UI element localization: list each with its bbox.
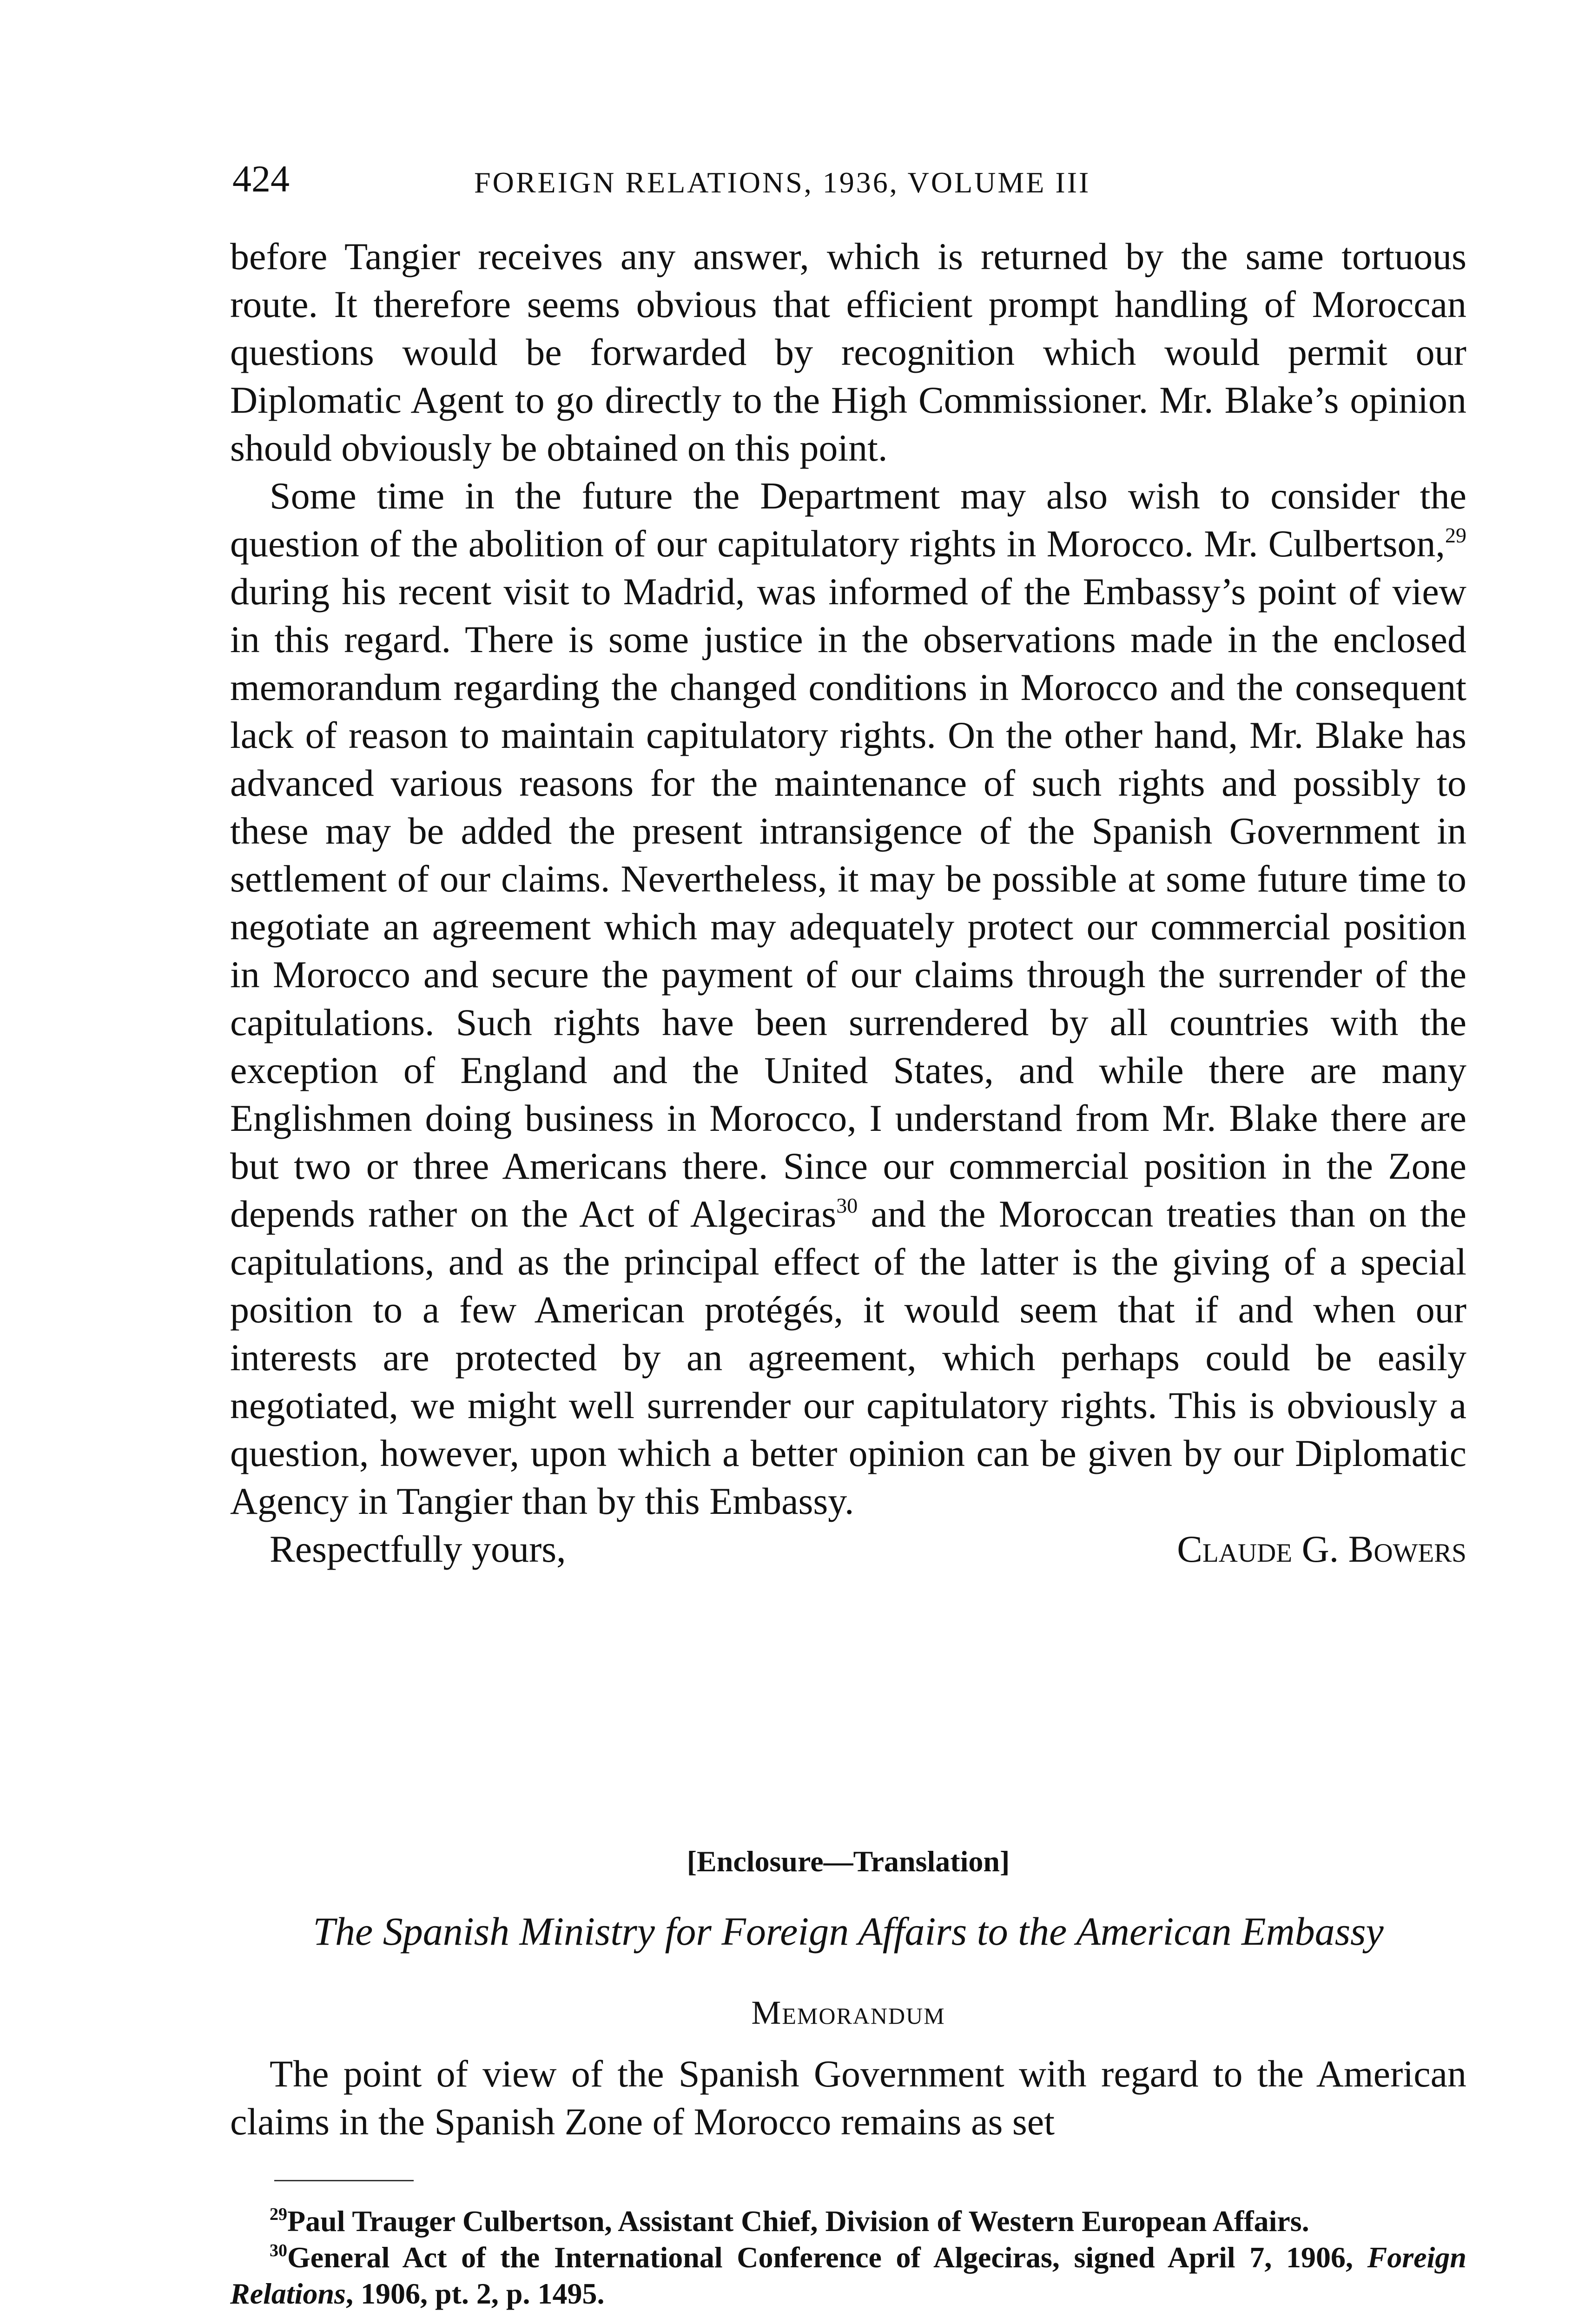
footnotes [230,2203,1466,2312]
signature-block [230,1525,1466,1573]
footnote-text: General Act of the International Conference of Algeciras, signed April 7, 1906, [287,2241,1367,2274]
letter-body [230,232,1466,1573]
footnote-ref-29[interactable]: 29 [1445,523,1466,547]
memorandum-heading: Memorandum [751,1994,945,2031]
footnote-number: 30 [270,2241,287,2260]
footnote-30 [230,2239,1466,2312]
footnote-ref-30[interactable]: 30 [836,1194,858,1217]
paragraph-text: during his recent visit to Madrid, was informed of the Embassy’s point of view in this regard. There is some justice in the observations made in the enclosed memorandum regarding the changed conditions in Morocco and the consequent lack of reason to maintain capitulatory rights. On the other hand, Mr. Blake has advanced various reasons for the maintenance of such rights and possibly to these may be added the present intransigence of the Spanish Government in settlement of our claims. Nevertheless, it may be possible at some future time to negotiate an agreement which may adequately protect our commercial position in Morocco and secure the payment of our claims through the surrender of the capitulations. Such rights have been surrendered by all countries with the exception of England and the United States, and while there are many Englishmen doing business in Morocco, I understand from Mr. Blake there are but two or three Americans there. Since our commercial position in the Zone depends rather on the Act of Algeciras [230,570,1466,1235]
letter-paragraph-1 [230,232,1466,472]
memorandum-body [230,2050,1466,2146]
footnote-text-end: , 1906, pt. 2, p. 1495. [345,2277,605,2310]
footnote-divider [274,2180,414,2181]
running-header [232,156,1464,202]
enclosure-title: The Spanish Ministry for Foreign Affairs to the American Embassy [313,1909,1384,1954]
closing-salutation: Respectfully yours, [270,1528,566,1570]
letter-paragraph-2 [230,472,1466,1525]
memorandum-paragraph: The point of view of the Spanish Government with regard to the American claims in the Spanish Zone of Morocco remains as set [230,2053,1466,2143]
paragraph-text: before Tangier receives any answer, which is returned by the same tortuous route. It therefore seems obvious that efficient prompt handling of Moroccan questions would be forwarded by recognition which would permit our Diplomatic Agent to go directly to the High Commissioner. Mr. Blake’s opinion should obviously be obtained on this point. [230,235,1466,469]
footnote-29 [230,2203,1466,2239]
running-title: FOREIGN RELATIONS, 1936, VOLUME III [474,166,1091,199]
footnote-number: 29 [270,2205,287,2224]
enclosure-label: [Enclosure—Translation] [687,1845,1010,1878]
paragraph-text: Some time in the future the Department may also wish to consider the question of the abolition of our capitulatory rights in Morocco. Mr. Culbertson, [230,475,1466,565]
signatory-name: Claude G. Bowers [1177,1528,1466,1570]
footnote-text: Paul Trauger Culbertson, Assistant Chief, Division of Western European Affairs. [287,2205,1309,2238]
paragraph-text: and the Moroccan treaties than on the capitulations, and as the principal effect of the latter is the giving of a special position to a few American protégés, it would seem that if and when our interests are protected by an agreement, which perhaps could be easily negotiated, we might well surrender our capitulatory rights. This is obviously a question, however, upon which a better opinion can be given by our Diplomatic Agency in Tangier than by this Embassy. [230,1193,1466,1522]
page-number: 424 [232,158,290,200]
footnote-italic-title: Foreign Relations [230,2241,1466,2310]
